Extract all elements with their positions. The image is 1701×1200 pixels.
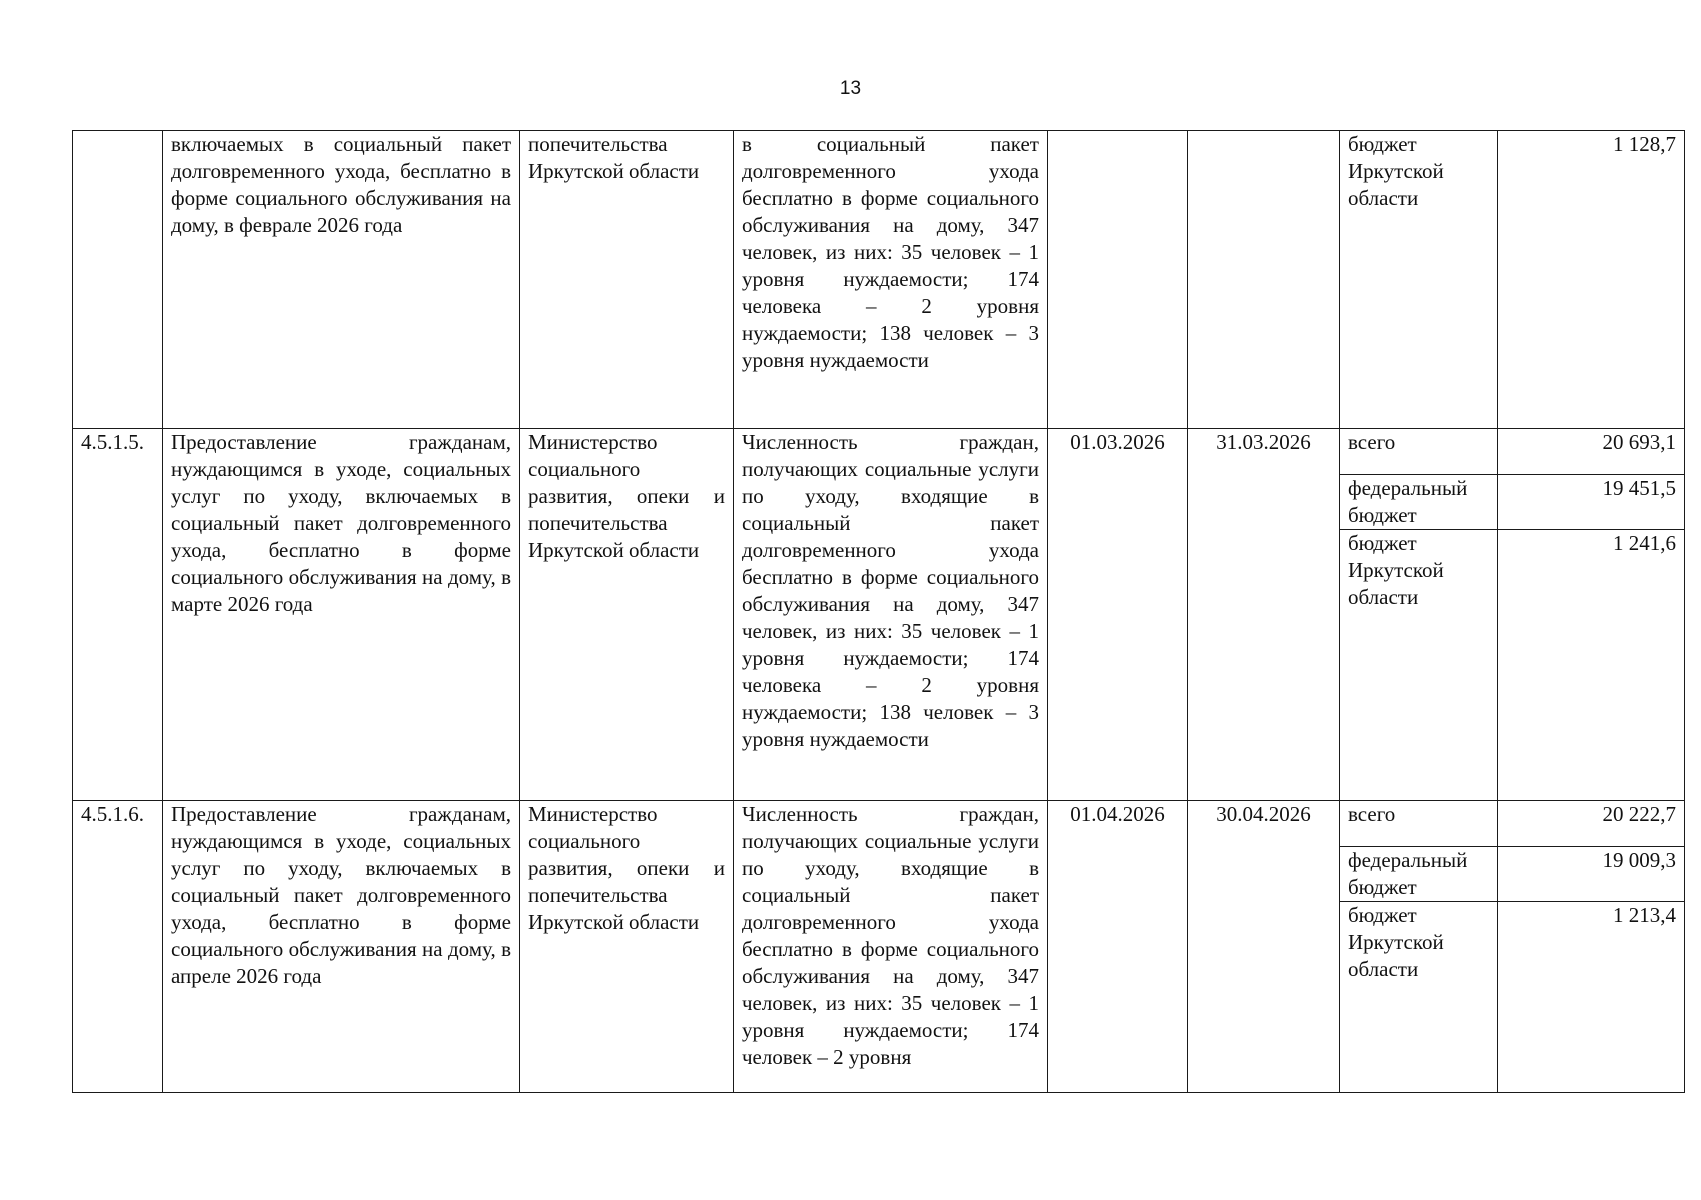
end-date-cell: 30.04.2026 <box>1188 801 1340 1093</box>
program-table <box>72 130 1685 1093</box>
funding-source-cell: федеральный бюджет <box>1340 847 1498 902</box>
funding-amount-cell: 19 451,5 <box>1498 475 1685 530</box>
funding-amount-cell: 20 693,1 <box>1498 429 1685 475</box>
table-row <box>73 131 1685 429</box>
funding-amount-cell: 1 128,7 <box>1498 131 1685 429</box>
event-cell: включаемых в социальный пакет долговременного ухода, бесплатно в форме социального обслуживания на дому, в феврале 2026 года <box>163 131 520 429</box>
executor-cell: попечительства Иркутской области <box>520 131 734 429</box>
event-cell: Предоставление гражданам, нуждающимся в уходе, социальных услуг по уходу, включаемых в социальный пакет долговременного ухода, бесплатно в форме социального обслуживания на дому, в апреле 2026 года <box>163 801 520 1093</box>
executor-cell: Министерство социального развития, опеки и попечительства Иркутской области <box>520 429 734 801</box>
row-number-cell: 4.5.1.5. <box>73 429 163 801</box>
funding-source-cell: всего <box>1340 429 1498 475</box>
funding-source-cell: бюджет Иркутской области <box>1340 530 1498 801</box>
start-date-cell <box>1048 131 1188 429</box>
start-date-cell: 01.04.2026 <box>1048 801 1188 1093</box>
funding-amount-cell: 19 009,3 <box>1498 847 1685 902</box>
indicator-cell: в социальный пакет долговременного ухода бесплатно в форме социального обслуживания на дому, 347 человек, из них: 35 человек – 1 уровня нуждаемости; 174 человека – 2 уровня нуждаемости; 138 человек – 3 уровня нуждаемости <box>734 131 1048 429</box>
funding-source-cell: всего <box>1340 801 1498 847</box>
funding-amount-cell: 20 222,7 <box>1498 801 1685 847</box>
funding-source-cell: бюджет Иркутской области <box>1340 131 1498 429</box>
executor-cell: Министерство социального развития, опеки и попечительства Иркутской области <box>520 801 734 1093</box>
table-row <box>73 429 1685 475</box>
row-number-cell <box>73 131 163 429</box>
end-date-cell <box>1188 131 1340 429</box>
funding-source-cell: бюджет Иркутской области <box>1340 902 1498 1093</box>
row-number-cell: 4.5.1.6. <box>73 801 163 1093</box>
indicator-cell: Численность граждан, получающих социальные услуги по уходу, входящие в социальный пакет долговременного ухода бесплатно в форме социального обслуживания на дому, 347 человек, из них: 35 человек – 1 уровня нуждаемости; 174 человек – 2 уровня <box>734 801 1048 1093</box>
start-date-cell: 01.03.2026 <box>1048 429 1188 801</box>
funding-source-cell: федеральный бюджет <box>1340 475 1498 530</box>
funding-amount-cell: 1 213,4 <box>1498 902 1685 1093</box>
end-date-cell: 31.03.2026 <box>1188 429 1340 801</box>
funding-amount-cell: 1 241,6 <box>1498 530 1685 801</box>
event-cell: Предоставление гражданам, нуждающимся в уходе, социальных услуг по уходу, включаемых в социальный пакет долговременного ухода, бесплатно в форме социального обслуживания на дому, в марте 2026 года <box>163 429 520 801</box>
indicator-cell: Численность граждан, получающих социальные услуги по уходу, входящие в социальный пакет долговременного ухода бесплатно в форме социального обслуживания на дому, 347 человек, из них: 35 человек – 1 уровня нуждаемости; 174 человека – 2 уровня нуждаемости; 138 человек – 3 уровня нуждаемости <box>734 429 1048 801</box>
page-number: 13 <box>839 78 862 99</box>
table-row <box>73 801 1685 847</box>
